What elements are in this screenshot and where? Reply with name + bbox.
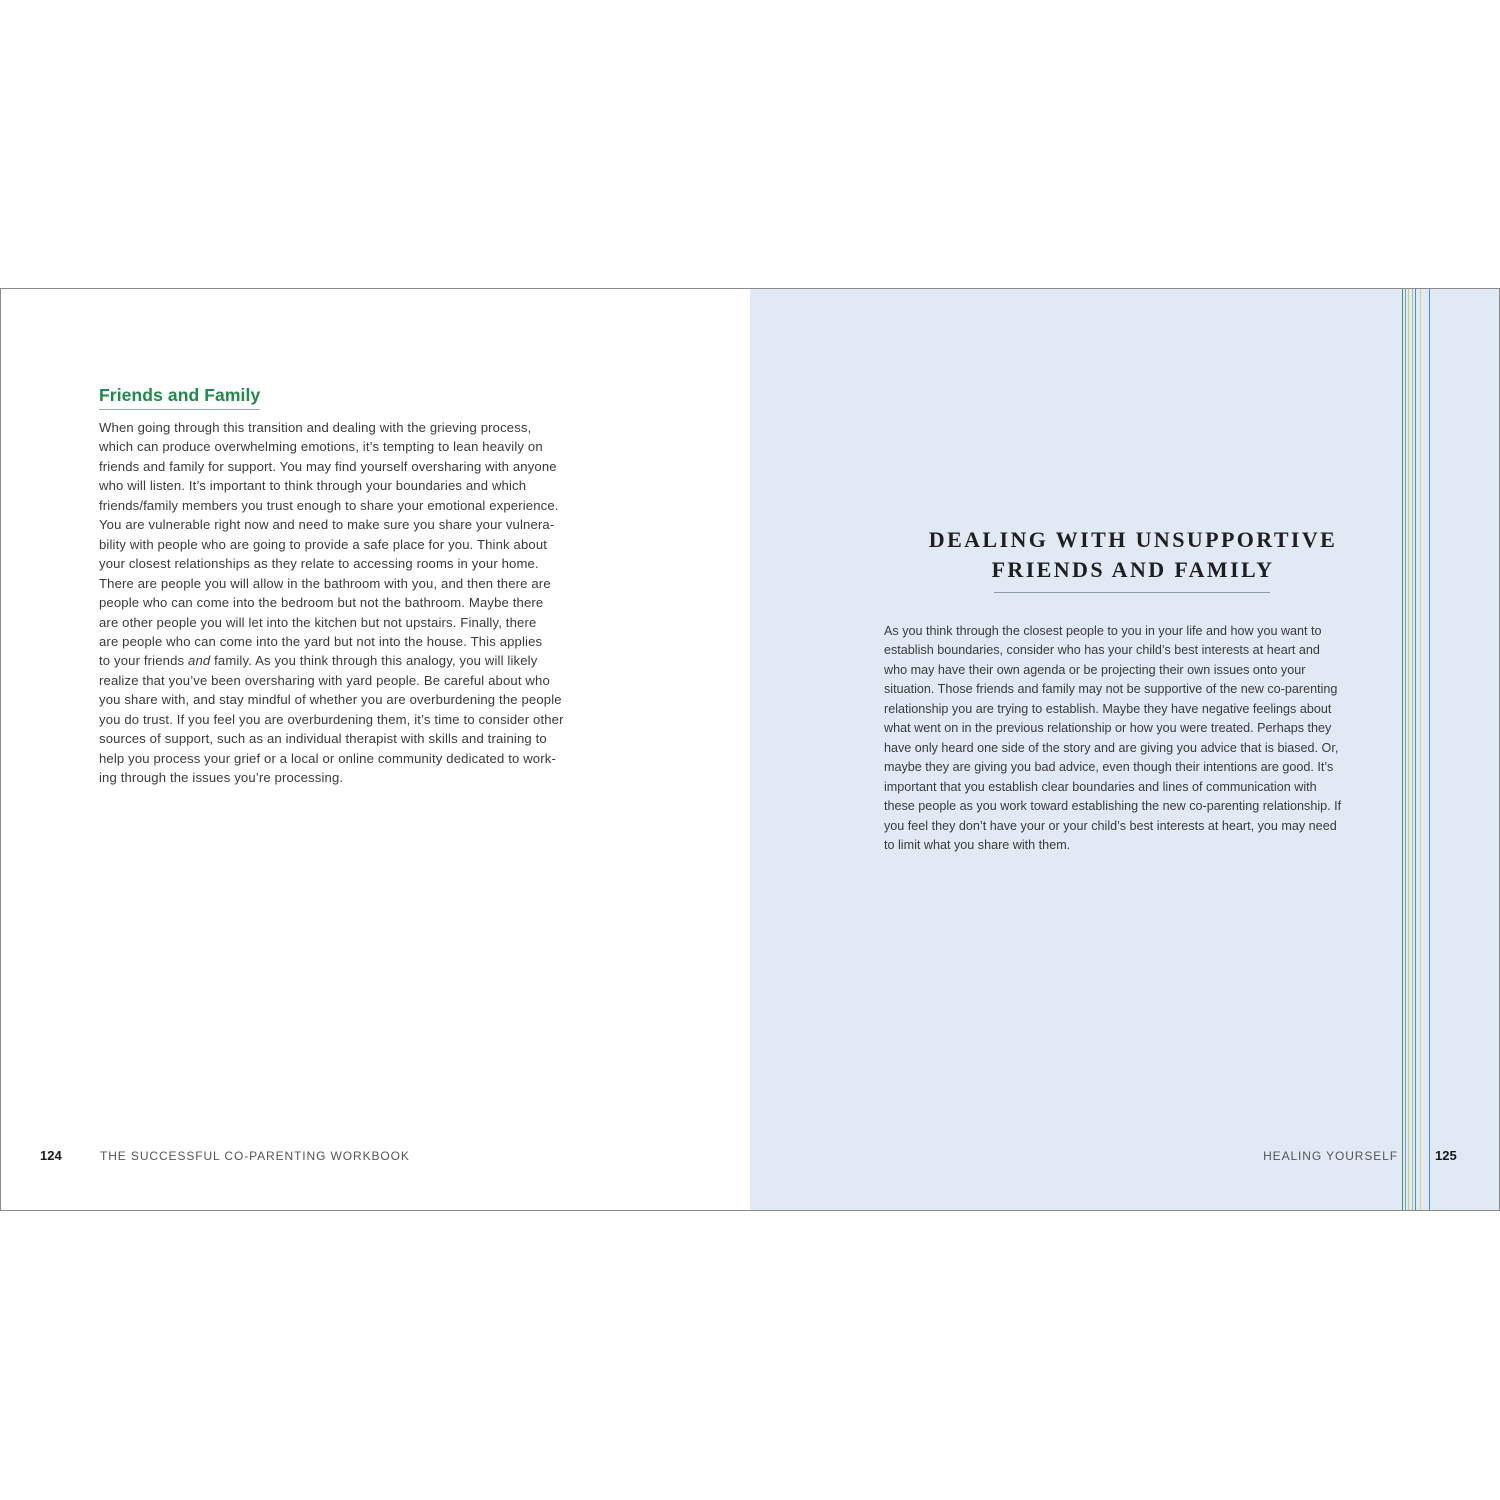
page-number-left: 124 [40, 1148, 62, 1163]
body-line: friends and family for support. You may find yourself oversharing with anyone [99, 458, 557, 474]
body-line: to your friends and family. As you think through this analogy, you will likely [99, 653, 538, 669]
heading-rule [994, 592, 1270, 593]
body-line: As you think through the closest people to you in your life and how you want to [884, 624, 1322, 638]
feature-heading-line: DEALING WITH UNSUPPORTIVE [928, 527, 1338, 552]
book-spread [0, 288, 1500, 1211]
body-line: to limit what you share with them. [884, 837, 1071, 852]
edge-stripe [1408, 289, 1409, 1210]
page-edge-stripes [1402, 289, 1434, 1210]
body-line: maybe they are giving you bad advice, even though their intentions are good. It’s [884, 760, 1334, 775]
body-line: are people who can come into the yard but not into the house. This applies [99, 633, 543, 649]
body-line: important that you establish clear boundaries and lines of communication with [884, 779, 1317, 794]
running-title-right: HEALING YOURSELF [1263, 1149, 1398, 1163]
body-line: ing through the issues you’re processing. [99, 770, 344, 786]
body-line: establish boundaries, consider who has your child’s best interests at heart and [884, 643, 1320, 658]
body-line: which can produce overwhelming emotions, it’s tempting to lean heavily on [99, 439, 543, 455]
body-line: relationship you are trying to establish. Maybe they have negative feelings about [884, 701, 1332, 716]
body-line: You are vulnerable right now and need to make sure you share your vulnera- [99, 517, 555, 533]
edge-stripe [1415, 289, 1416, 1210]
body-line: realize that you’ve been oversharing with yard people. Be careful about who [99, 672, 550, 688]
edge-stripe [1420, 289, 1421, 1210]
edge-stripe [1402, 289, 1403, 1210]
body-line: friends/family members you trust enough to share your emotional experience. [99, 497, 559, 513]
body-line: have only heard one side of the story and are giving you advice that is biased. Or, [884, 740, 1339, 755]
body-line: are other people you will let into the kitchen but not upstairs. Finally, there [99, 614, 537, 630]
left-page [1, 289, 750, 1210]
feature-heading [883, 525, 1383, 585]
body-line: When going through this transition and dealing with the grieving process, [99, 420, 532, 435]
body-line: these people as you work toward establishing the new co-parenting relationship. If [884, 799, 1342, 814]
body-line: you feel they don’t have your or your child’s best interests at heart, you may need [884, 818, 1337, 833]
edge-stripe [1429, 289, 1430, 1210]
edge-stripe [1405, 289, 1406, 1210]
right-body-text [884, 622, 1404, 855]
body-line: your closest relationships as they relate to accessing rooms in your home. [99, 556, 539, 572]
body-line: sources of support, such as an individual therapist with skills and training to [99, 731, 547, 747]
body-line: who will listen. It’s important to think through your boundaries and which [99, 478, 527, 494]
body-line: situation. Those friends and family may not be supportive of the new co-parenting [884, 682, 1338, 697]
feature-heading-line: FRIENDS AND FAMILY [991, 557, 1275, 582]
body-line: what went on in the previous relationship or how you were treated. Perhaps they [884, 721, 1332, 736]
body-line: who may have their own agenda or be projecting their own issues onto your [884, 662, 1306, 677]
body-line: people who can come into the bedroom but not the bathroom. Maybe there [99, 595, 544, 611]
body-line: bility with people who are going to provide a safe place for you. Think about [99, 536, 548, 552]
body-line: you do trust. If you feel you are overburdening them, it’s time to consider other [99, 711, 564, 727]
body-line: help you process your grief or a local or online community dedicated to work- [99, 750, 556, 766]
body-line: you share with, and stay mindful of whether you are overburdening the people [99, 692, 562, 708]
body-line: There are people you will allow in the bathroom with you, and then there are [99, 575, 551, 591]
edge-stripe [1412, 289, 1413, 1210]
running-title-left: THE SUCCESSFUL CO-PARENTING WORKBOOK [100, 1149, 410, 1163]
left-body-text [99, 418, 629, 788]
section-heading: Friends and Family [99, 385, 260, 410]
page-number-right: 125 [1435, 1148, 1457, 1163]
